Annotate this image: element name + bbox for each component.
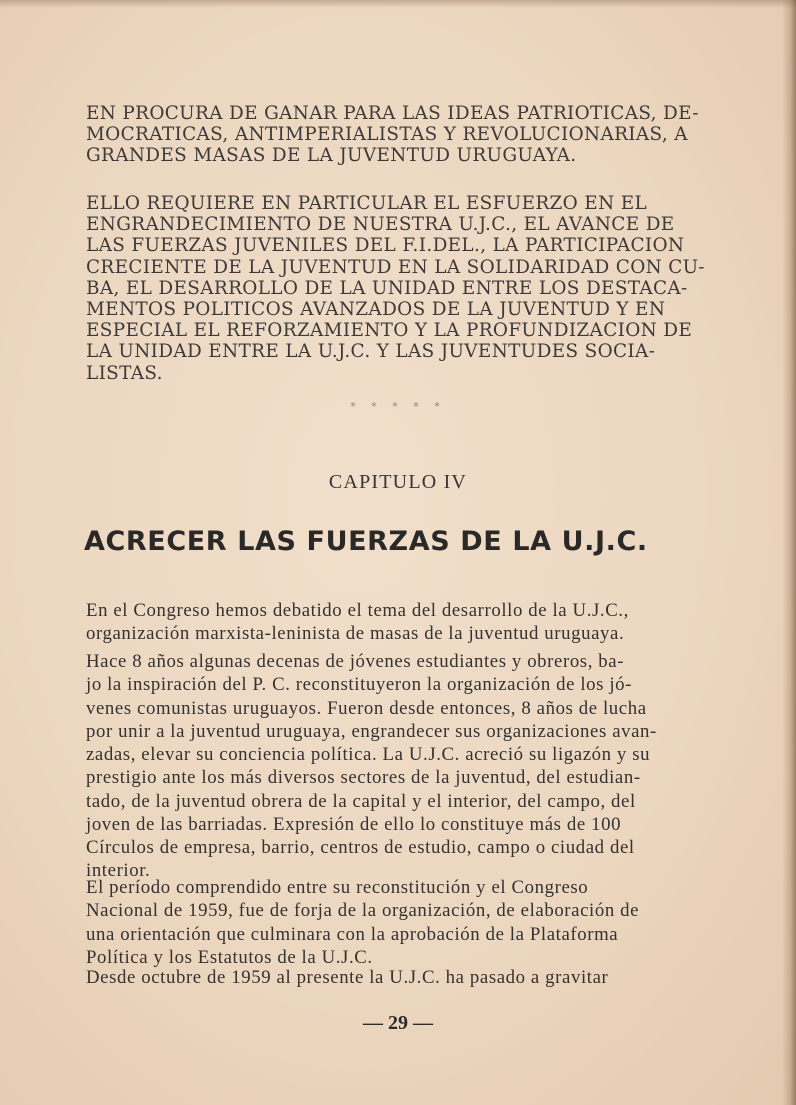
chapter-title: ACRECER LAS FUERZAS DE LA U.J.C.	[84, 526, 648, 557]
section-separator: * * * * *	[350, 400, 446, 413]
body-paragraph-2: Hace 8 años algunas decenas de jóvenes estudiantes y obreros, ba- jo la inspiración del P. C. reconstituyeron la organización de los jó- venes comunistas uruguayos. Fueron desde entonces, 8 años de lucha por unir a la juventud uruguaya, engrandecer sus organizaciones avan- zadas, elevar su conciencia política. La U.J.C. acreció su ligazón y su prestigio ante los más diversos sectores de la juventud, del estudian- tado, de la juventud obrera de la capital y el interior, del campo, del joven de las barriadas. Expresión de ello lo constituye más de 100 Círculos de empresa, barrio, centros de estudio, campo o ciudad del interior.	[86, 651, 657, 882]
intro-paragraph-2: ELLO REQUIERE EN PARTICULAR EL ESFUERZO EN EL ENGRANDECIMIENTO DE NUESTRA U.J.C., EL AVANCE DE LAS FUERZAS JUVENILES DEL F.I.DEL., LA PARTICIPACION CRECIENTE DE LA JUVENTUD EN LA SOLIDARIDAD CON CU- BA, EL DESARROLLO DE LA UNIDAD ENTRE LOS DESTACA- MENTOS POLITICOS AVANZADOS DE LA JUVENTUD Y EN ESPECIAL EL REFORZAMIENTO Y LA PROFUNDIZACION DE LA UNIDAD ENTRE LA U.J.C. Y LAS JUVENTUDES SOCIA- LISTAS.	[86, 193, 705, 384]
body-paragraph-1: En el Congreso hemos debatido el tema del desarrollo de la U.J.C., organización marxista-leninista de masas de la juventud uruguaya.	[86, 600, 629, 645]
page-edge-shadow	[782, 0, 796, 1105]
intro-paragraph-1: EN PROCURA DE GANAR PARA LAS IDEAS PATRIOTICAS, DE- MOCRATICAS, ANTIMPERIALISTAS Y REVOLUCIONARIAS, A GRANDES MASAS DE LA JUVENTUD URUGUAYA.	[86, 103, 699, 167]
body-paragraph-4: Desde octubre de 1959 al presente la U.J.C. ha pasado a gravitar	[86, 967, 609, 988]
body-paragraph-3: El período comprendido entre su reconstitución y el Congreso Nacional de 1959, fue de forja de la organización, de elaboración de una orientación que culminara con la aprobación de la Plataforma Política y los Estatutos de la U.J.C.	[86, 877, 640, 968]
page-top-shadow	[0, 0, 796, 8]
chapter-label: CAPITULO IV	[328, 471, 468, 493]
page-number: — 29 —	[363, 1012, 433, 1034]
